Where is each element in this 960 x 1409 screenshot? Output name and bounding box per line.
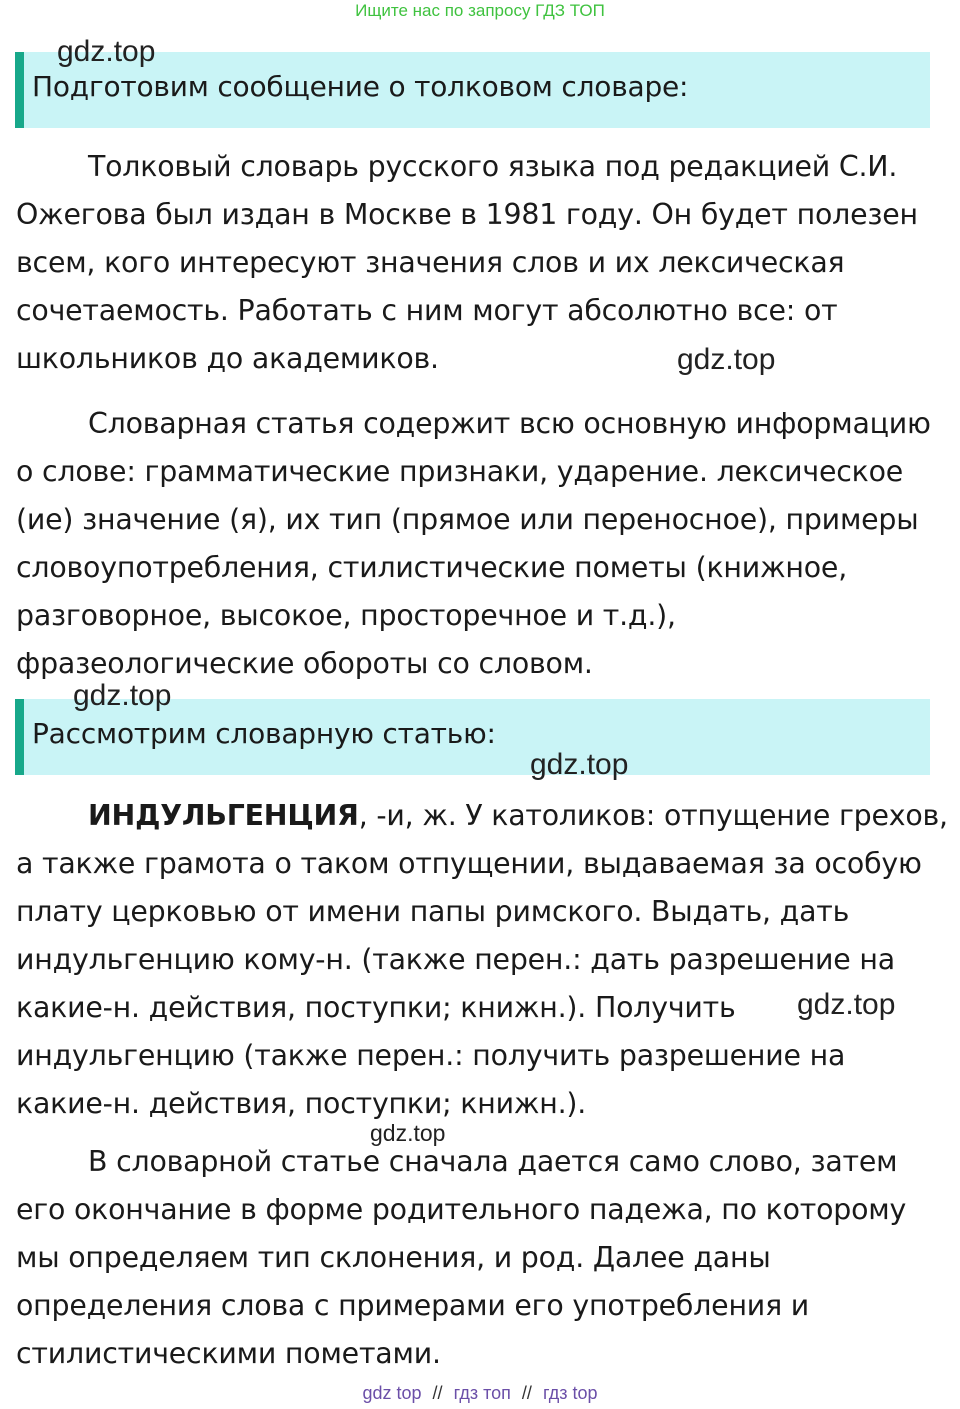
text-line: словоупотребления, стилистические пометы (книжное,: [16, 551, 848, 584]
top-banner: Ищите нас по запросу ГДЗ ТОП: [355, 1, 605, 20]
text-line: стилистическими пометами.: [16, 1337, 441, 1370]
text-line: индульгенцию кому-н. (также перен.: дать разрешение на: [16, 943, 895, 976]
text-line: какие-н. действия, поступки; книжн.). Получить: [16, 991, 736, 1024]
text-line: его окончание в форме родительного падежа, по которому: [16, 1193, 907, 1226]
text-line: (ие) значение (я), их тип (прямое или переносное), примеры: [16, 503, 919, 536]
paragraph-entry-contents: [16, 400, 946, 688]
watermark: gdz.top: [370, 1120, 446, 1146]
text-line: о слове: грамматические признаки, ударение. лексическое: [16, 455, 904, 488]
watermark: gdz.top: [677, 343, 776, 376]
text-line: всем, кого интересуют значения слов и их лексическая: [16, 246, 845, 279]
text-line: [16, 792, 946, 840]
footer-separator: //: [432, 1383, 443, 1403]
text-line: а также грамота о таком отпущении, выдаваемая за особую: [16, 847, 922, 880]
paragraph-dictionary-entry: [16, 792, 946, 1128]
text-line: Словарная статья содержит всю основную информацию: [88, 407, 931, 440]
footer-link[interactable]: gdz top: [362, 1383, 422, 1403]
section-header-title: Подготовим сообщение о толковом словаре:: [32, 70, 689, 103]
watermark: gdz.top: [57, 35, 156, 68]
section-header-title: Рассмотрим словарную статью:: [32, 717, 496, 750]
headword: ИНДУЛЬГЕНЦИЯ: [88, 799, 359, 832]
text-line: фразеологические обороты со словом.: [16, 647, 593, 680]
watermark: gdz.top: [73, 679, 172, 712]
footer-link[interactable]: гдз топ: [453, 1383, 511, 1403]
text-line: Ожегова был издан в Москве в 1981 году. Он будет полезен: [16, 198, 918, 231]
text-line: школьников до академиков.: [16, 342, 439, 375]
footer-separator: //: [521, 1383, 532, 1403]
paragraph-entry-structure: [16, 1138, 946, 1378]
text-line: В словарной статье сначала дается само слово, затем: [88, 1145, 898, 1178]
text-line: разговорное, высокое, просторечное и т.д.),: [16, 599, 676, 632]
text-line: сочетаемость. Работать с ним могут абсолютно все: от: [16, 294, 838, 327]
text-line: плату церковью от имени папы римского. Выдать, дать: [16, 895, 850, 928]
watermark: gdz.top: [797, 988, 896, 1021]
text-line: какие-н. действия, поступки; книжн.).: [16, 1087, 587, 1120]
footer: [0, 1383, 960, 1404]
footer-link[interactable]: гдз top: [542, 1383, 598, 1403]
watermark: gdz.top: [530, 748, 629, 781]
text-line: индульгенцию (также перен.: получить разрешение на: [16, 1039, 846, 1072]
text-line: определения слова с примерами его употребления и: [16, 1289, 810, 1322]
text-line: мы определяем тип склонения, и род. Далее даны: [16, 1241, 771, 1274]
entry-grammar: , -и, ж. У католиков: отпущение грехов,: [358, 799, 948, 832]
paragraph-dictionary-intro: [16, 143, 946, 383]
text-line: Толковый словарь русского языка под редакцией С.И.: [88, 150, 898, 183]
